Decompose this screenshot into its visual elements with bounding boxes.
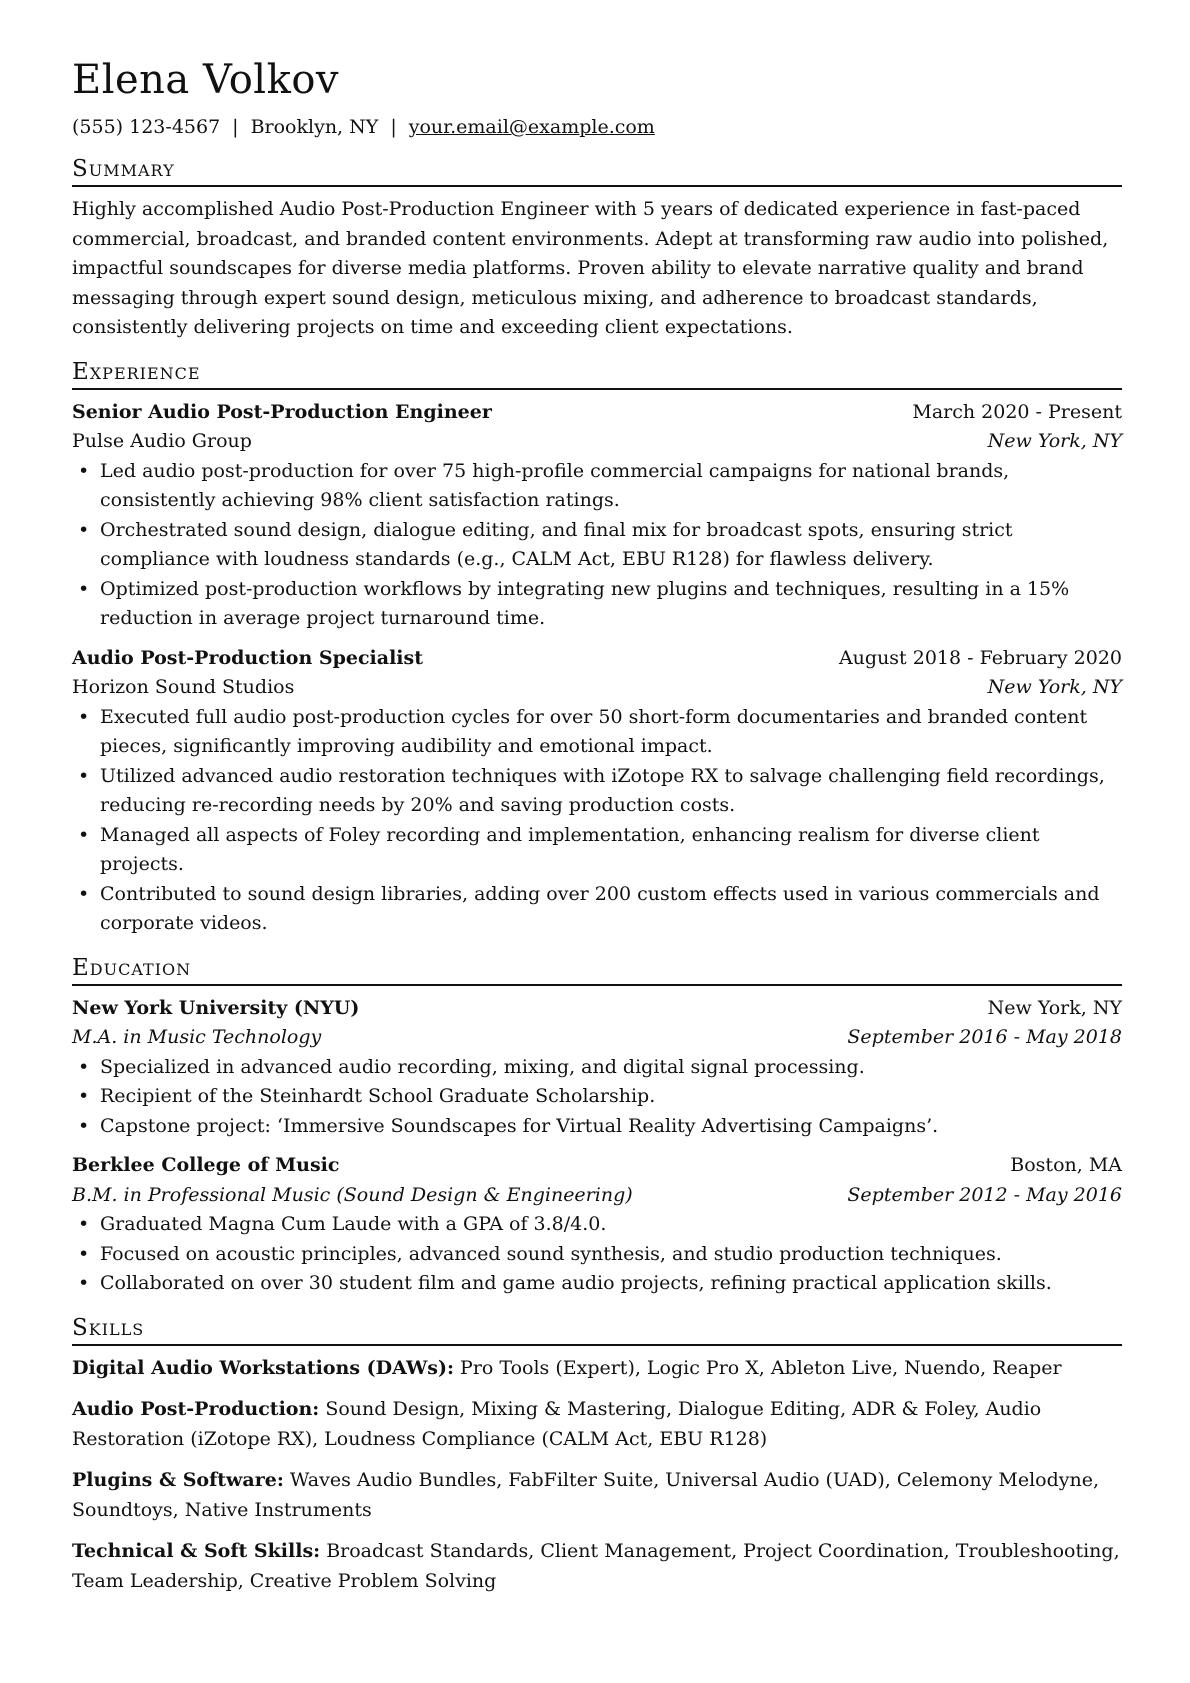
location: Brooklyn, NY bbox=[250, 116, 379, 138]
summary-section bbox=[72, 154, 1122, 343]
job-role: Audio Post-Production Specialist bbox=[72, 646, 423, 669]
contact-line bbox=[72, 114, 1122, 140]
job-company-row bbox=[72, 427, 1122, 457]
bullet-item: • Managed all aspects of Foley recording and implementation, enhancing realism for diverse client projects. bbox=[72, 821, 1122, 880]
skill-item bbox=[72, 1354, 1122, 1384]
degree-row bbox=[72, 1023, 1122, 1053]
school-name: Berklee College of Music bbox=[72, 1154, 340, 1176]
bullet-item: • Specialized in advanced audio recording, mixing, and digital signal processing. bbox=[72, 1053, 1122, 1083]
experience-section bbox=[72, 357, 1122, 939]
job-company: Pulse Audio Group bbox=[72, 430, 252, 452]
degree-name: M.A. in Music Technology bbox=[72, 1026, 322, 1048]
job-dates: March 2020 - Present bbox=[912, 400, 1122, 423]
email-link[interactable]: your.email@example.com bbox=[408, 116, 655, 138]
skill-value: Broadcast Standards, Client Management, Project Coordination, Troubleshooting, Team Leadership, Creative Problem Solving bbox=[72, 1540, 1120, 1592]
job-bullets bbox=[72, 457, 1122, 634]
job-bullets bbox=[72, 703, 1122, 939]
education-section bbox=[72, 953, 1122, 1299]
bullet-item: • Contributed to sound design libraries, adding over 200 custom effects used in various commercials and corporate videos. bbox=[72, 880, 1122, 939]
skill-item bbox=[72, 1466, 1122, 1525]
job-title-row bbox=[72, 398, 1122, 428]
education-bullets bbox=[72, 1210, 1122, 1299]
job-company: Horizon Sound Studios bbox=[72, 676, 295, 698]
phone-number: (555) 123-4567 bbox=[72, 116, 221, 138]
skills-section bbox=[72, 1313, 1122, 1597]
bullet-item: • Recipient of the Steinhardt School Graduate Scholarship. bbox=[72, 1082, 1122, 1112]
section-title: Education bbox=[72, 953, 1122, 986]
job-title-row bbox=[72, 644, 1122, 674]
section-title: Skills bbox=[72, 1313, 1122, 1346]
bullet-item: • Collaborated on over 30 student film and game audio projects, refining practical application skills. bbox=[72, 1269, 1122, 1299]
education-bullets bbox=[72, 1053, 1122, 1142]
degree-dates: September 2016 - May 2018 bbox=[847, 1026, 1122, 1048]
school-row bbox=[72, 1151, 1122, 1181]
job-company-row bbox=[72, 673, 1122, 703]
skill-value: Pro Tools (Expert), Logic Pro X, Ableton Live, Nuendo, Reaper bbox=[460, 1356, 1062, 1379]
school-row bbox=[72, 994, 1122, 1024]
degree-name: B.M. in Professional Music (Sound Design & Engineering) bbox=[72, 1183, 633, 1206]
resume-header bbox=[72, 56, 1122, 140]
skill-value: Sound Design, Mixing & Mastering, Dialogue Editing, ADR & Foley, Audio Restoration (iZotope RX), Loudness Compliance (CALM Act, EBU R128) bbox=[72, 1398, 1042, 1450]
skill-label: Digital Audio Workstations (DAWs): bbox=[72, 1356, 454, 1379]
job-location: New York, NY bbox=[987, 676, 1122, 698]
education-entry bbox=[72, 994, 1122, 1142]
skill-item bbox=[72, 1395, 1122, 1454]
skill-value: Waves Audio Bundles, FabFilter Suite, Universal Audio (UAD), Celemony Melodyne, Soundtoys, Native Instruments bbox=[72, 1469, 1100, 1521]
contact-separator: | bbox=[232, 116, 239, 138]
bullet-item: • Led audio post-production for over 75 high-profile commercial campaigns for national brands, consistently achieving 98% client satisfaction ratings. bbox=[72, 457, 1122, 516]
skill-label: Plugins & Software: bbox=[72, 1469, 284, 1491]
job-entry bbox=[72, 398, 1122, 634]
degree-dates: September 2012 - May 2016 bbox=[847, 1183, 1122, 1206]
school-name: New York University (NYU) bbox=[72, 996, 360, 1019]
bullet-item: • Graduated Magna Cum Laude with a GPA of 3.8/4.0. bbox=[72, 1210, 1122, 1240]
job-dates: August 2018 - February 2020 bbox=[838, 646, 1122, 669]
section-title: Summary bbox=[72, 154, 1122, 187]
summary-text: Highly accomplished Audio Post-Production Engineer with 5 years of dedicated experience in fast-paced commercial, broadcast, and branded content environments. Adept at transforming raw audio into polished, impactful soundscapes for diverse media platforms. Proven ability to elevate narrative quality and brand messaging through expert sound design, meticulous mixing, and adherence to broadcast standards, consistently delivering projects on time and exceeding client expectations. bbox=[72, 198, 1109, 338]
bullet-item: • Capstone project: ‘Immersive Soundscapes for Virtual Reality Advertising Campaigns’. bbox=[72, 1112, 1122, 1142]
contact-separator: | bbox=[390, 116, 397, 138]
degree-row bbox=[72, 1181, 1122, 1211]
resume-page bbox=[72, 56, 1122, 1608]
bullet-item: • Focused on acoustic principles, advanced sound synthesis, and studio production techniques. bbox=[72, 1240, 1122, 1270]
school-location: Boston, MA bbox=[1010, 1154, 1122, 1176]
bullet-item: • Optimized post-production workflows by integrating new plugins and techniques, resulting in a 15% reduction in average project turnaround time. bbox=[72, 575, 1122, 634]
bullet-item: • Executed full audio post-production cycles for over 50 short-form documentaries and branded content pieces, significantly improving audibility and emotional impact. bbox=[72, 703, 1122, 762]
education-entry bbox=[72, 1151, 1122, 1299]
job-role: Senior Audio Post-Production Engineer bbox=[72, 400, 492, 423]
candidate-name: Elena Volkov bbox=[72, 57, 339, 103]
section-title: Experience bbox=[72, 357, 1122, 390]
skill-item bbox=[72, 1537, 1122, 1596]
bullet-item: • Utilized advanced audio restoration techniques with iZotope RX to salvage challenging field recordings, reducing re-recording needs by 20% and saving production costs. bbox=[72, 762, 1122, 821]
bullet-item: • Orchestrated sound design, dialogue editing, and final mix for broadcast spots, ensuring strict compliance with loudness standards (e.g., CALM Act, EBU R128) for flawless delivery. bbox=[72, 516, 1122, 575]
skill-label: Technical & Soft Skills: bbox=[72, 1540, 321, 1562]
school-location: New York, NY bbox=[987, 996, 1122, 1019]
skill-label: Audio Post-Production: bbox=[72, 1398, 320, 1420]
job-entry bbox=[72, 644, 1122, 939]
job-location: New York, NY bbox=[987, 430, 1122, 452]
